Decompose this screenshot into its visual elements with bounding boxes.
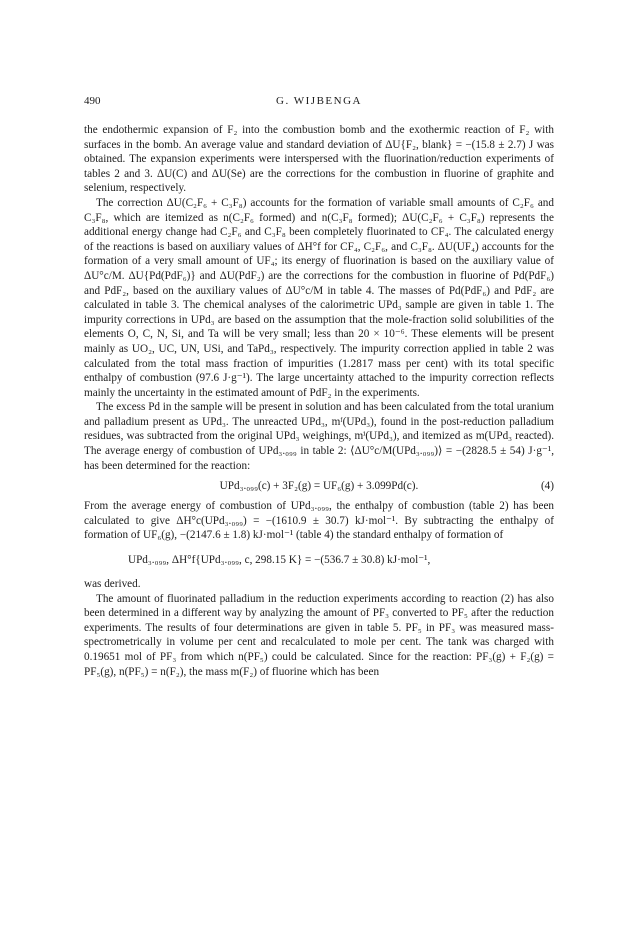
paragraph-excess-pd: The excess Pd in the sample will be present in solution and has been calculated from the total uranium and palladium present as UPd₃. The unreacted UPd₃, mᶠ(UPd₃), found in the post-reduction palladium residues, was subtracted from the original UPd₃ weighings, mⁱ(UPd₃), and itemized as m(UPd₃ reacted). The average energy of combustion of UPd₃.₀₉₉ in table 2: ⟨ΔU°c/M(UPd₃.₀₉₉)⟩ = −(2828.5 ± 54) J·g⁻¹, has been determined for the reaction: bbox=[84, 401, 554, 472]
page-header bbox=[84, 95, 554, 111]
paragraph-enthalpy: From the average energy of combustion of UPd₃.₀₉₉, the enthalpy of combustion (table 2) has been calculated to give ΔH°c(UPd₃.₀₉₉) = −(1610.9 ± 30.7) kJ·mol⁻¹. By subtracting the enthalpy of formation of UF₆(g), −(2147.6 ± 1.8) kJ·mol⁻¹ (table 4) the standard enthalpy of formation of bbox=[84, 500, 554, 542]
equation-formation bbox=[84, 549, 554, 573]
equation-4 bbox=[84, 477, 554, 497]
equation-4-number: (4) bbox=[540, 480, 554, 493]
page-number: 490 bbox=[84, 95, 101, 107]
paragraph-continuation: the endothermic expansion of F₂ into the combustion bomb and the exothermic reaction of F₂ with surfaces in the bomb. An average value and standard deviation of ΔU{F₂, blank} = −(15.8 ± 2.7) J was obtained. The expansion experiments were interspersed with the fluorination/reduction experiments of tables 2 and 3. ΔU(C) and ΔU(Se) are the corrections for the combustion in fluorine of graphite and selenium, respectively. bbox=[84, 124, 554, 195]
equation-4-text: UPd₃.₀₉₉(c) + 3F₂(g) = UF₆(g) + 3.099Pd(c). bbox=[219, 480, 419, 493]
paragraph-fluorinated-pd: The amount of fluorinated palladium in the reduction experiments according to reaction (2) has also been determined in a different way by analyzing the amount of PF₃ converted to PF₅ after the reduction experiments. The results of four determinations are given in table 5. PF₅ in PF₃ was measured mass-spectrometrically in volume per cent and recalculated to mole per cent. The tank was charged with 0.19651 mol of PF₃ from which n(PF₅) could be calculated. Since for the reaction: PF₃(g) + F₂(g) = PF₅(g), n(PF₅) = n(F₂), the mass m(F₂) of fluorine which has been bbox=[84, 592, 554, 678]
paragraph-corrections: The correction ΔU(C₂F₆ + C₃F₈) accounts for the formation of variable small amounts of C₂F₆ and C₃F₈, which are itemized as n(C₂F₆ formed) and n(C₃F₈ formed); ΔU(C₂F₆ + C₃F₈) represents the additional energy change had C₂F₆ and C₃F₈ been completely fluorinated to CF₄. The calculated energy of the reactions is based on auxiliary values of ΔH°f for CF₄, C₂F₆, and C₃F₈. ΔU(UF₄) accounts for the formation of a very small amount of UF₄; its energy of fluorination is based on the auxiliary value of ΔU°c/M. ΔU{Pd(PdF₆)} and ΔU(PdF₂) are the corrections for the combustion in fluorine of Pd(PdF₆) and PdF₂, based on the auxiliary values of ΔU°c/M in table 4. The masses of Pd(PdF₆) and PdF₂ are calculated in table 3. The chemical analyses of the calorimetric UPd₃ sample are given in table 1. The impurity corrections in UPd₃ are based on the assumption that the mole-fraction solid solubilities of the elements O, C, N, Si, and Ta will be very small; less than 20 × 10⁻⁶. These elements will be present mainly as UO₂, UC, UN, USi, and TaPd₃, respectively. The impurity correction applied in table 2 was calculated from the total mass fraction of impurities (1.2817 mass per cent) with its total specific enthalpy of combustion (97.6 J·g⁻¹). The large uncertainty attached to the impurity correction reflects mainly the uncertainty in the estimated amount of PdF₂ in the experiments. bbox=[84, 196, 554, 399]
running-head: G. WIJBENGA bbox=[276, 95, 362, 107]
body-text bbox=[84, 123, 554, 679]
equation-formation-text: UPd₃.₀₉₉, ΔH°f{UPd₃.₀₉₉, c, 298.15 K} = −(536.7 ± 30.8) kJ·mol⁻¹, bbox=[128, 554, 431, 567]
paragraph-derived: was derived. bbox=[84, 578, 141, 591]
